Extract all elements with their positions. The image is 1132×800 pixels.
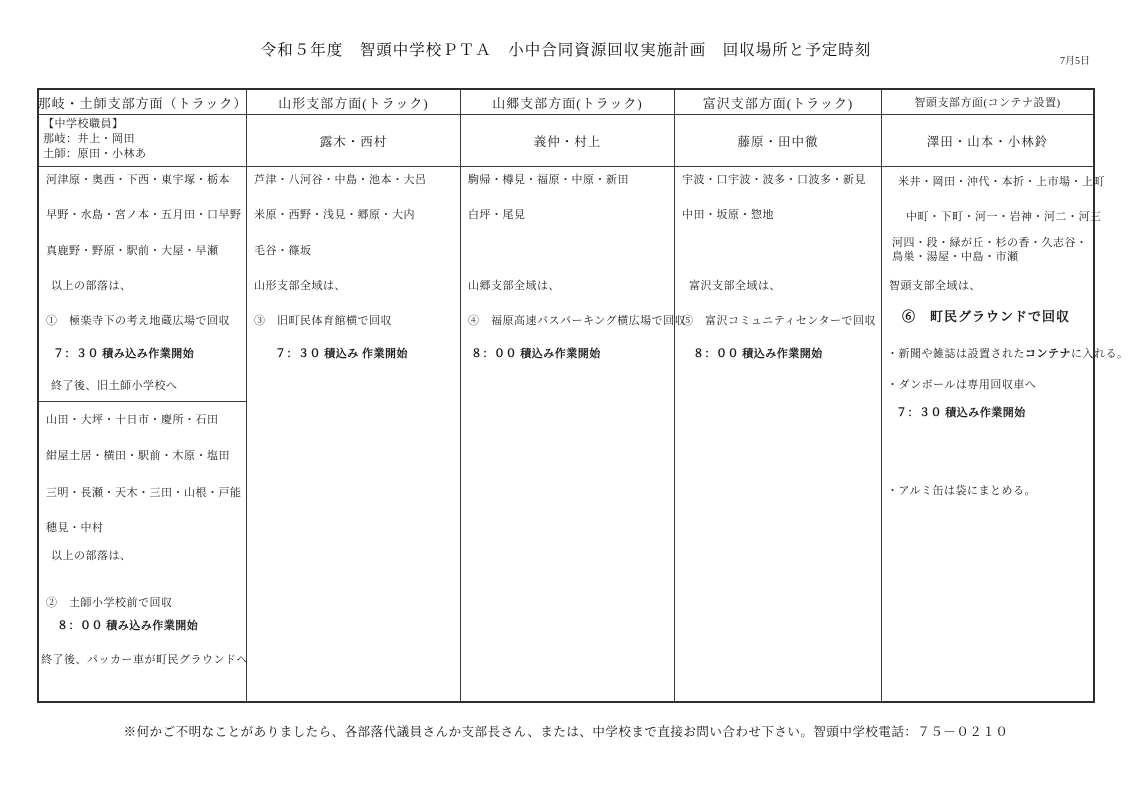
collection-site: ① 極楽寺下の考え地蔵広場で回収 bbox=[46, 315, 230, 327]
start-time: ８：００ 積込み作業開始 bbox=[693, 348, 823, 360]
rule-text: ・新聞や雑誌は設置された bbox=[887, 348, 1025, 360]
rule-text: に入れる。 bbox=[1071, 348, 1129, 360]
collection-site: ② 土師小学校前で回収 bbox=[46, 597, 173, 609]
date-label: 7月5日 bbox=[1060, 56, 1090, 67]
staff-haji: 土師：原田・小林あ bbox=[43, 148, 147, 160]
rule-text-bold: コンテナ bbox=[1025, 348, 1071, 360]
note-line: 以上の部落は、 bbox=[51, 280, 132, 292]
collection-site: ⑥ 町民グラウンドで回収 bbox=[902, 309, 1071, 324]
note-line: 富沢支部全域は、 bbox=[689, 280, 781, 292]
staff-cell-chizu: 澤田・山本・小林鈴 bbox=[882, 115, 1093, 167]
village-list: 中町・下町・河一・岩神・河二・河三 bbox=[906, 211, 1102, 223]
village-list: 宇波・口宇波・波多・口波多・新見 bbox=[682, 174, 866, 186]
village-list: 鳥巣・湯屋・中島・市瀬 bbox=[892, 251, 1019, 263]
body-cell-nagi-haji bbox=[39, 167, 247, 701]
village-list: 穂見・中村 bbox=[46, 522, 104, 534]
column-header-tomizawa: 富沢支部方面(トラック) bbox=[675, 90, 882, 115]
note-line: 智頭支部全域は、 bbox=[889, 280, 981, 292]
start-time: ８：００ 積み込み作業開始 bbox=[57, 620, 199, 632]
footer-note: ※何かご不明なことがありましたら、各部落代議員さんか支部長さん、または、中学校まで直接お問い合わせ下さい。智頭中学校電話：７５－０２１０ bbox=[123, 725, 1009, 739]
start-time: ８：００ 積込み作業開始 bbox=[471, 348, 601, 360]
village-list: 米井・岡田・沖代・本折・上市場・上町 bbox=[898, 176, 1105, 188]
column-header-chizu: 智頭支部方面(コンテナ設置) bbox=[882, 90, 1093, 115]
staff-cell-sango: 義仲・村上 bbox=[461, 115, 675, 167]
body-cell-sango bbox=[461, 167, 687, 701]
note-line: 以上の部落は、 bbox=[51, 550, 132, 562]
staff-heading: 【中学校職員】 bbox=[43, 118, 124, 130]
column-header-yamagata: 山形支部方面(トラック) bbox=[247, 90, 461, 115]
village-list: 紺屋土居・横田・駅前・木原・塩田 bbox=[46, 450, 230, 462]
village-list: 白坪・尾見 bbox=[468, 209, 526, 221]
village-list: 真鹿野・野原・駅前・大屋・早瀬 bbox=[46, 245, 219, 257]
collection-site: ⑤ 富沢コミュニティセンターで回収 bbox=[682, 315, 876, 327]
village-list: 毛谷・篠坂 bbox=[254, 245, 312, 257]
body-cell-tomizawa bbox=[675, 167, 882, 701]
body-cell-chizu bbox=[882, 167, 1129, 701]
staff-cell-nagi-haji bbox=[39, 115, 247, 167]
village-list: 河津原・奥西・下西・東宇塚・栃本 bbox=[46, 174, 230, 186]
collection-site: ④ 福原高速バスパーキング横広場で回収 bbox=[468, 315, 687, 327]
haji-section bbox=[39, 402, 246, 701]
schedule-table bbox=[37, 88, 1129, 703]
collection-site: ③ 旧町民体育館横で回収 bbox=[254, 315, 392, 327]
village-list: 三明・長瀬・天木・三田・山根・戸能 bbox=[46, 487, 242, 499]
village-list: 駒帰・樽見・福原・中原・新田 bbox=[468, 174, 629, 186]
body-cell-yamagata bbox=[247, 167, 461, 701]
staff-nagi: 那岐：井上・岡田 bbox=[43, 133, 135, 145]
start-time: ７：３０ 積込み 作業開始 bbox=[275, 348, 408, 360]
nagi-section bbox=[39, 167, 246, 402]
village-list: 早野・水島・宮ノ本・五月田・口早野 bbox=[46, 209, 242, 221]
column-header-sango: 山郷支部方面(トラック) bbox=[461, 90, 675, 115]
village-list: 米原・西野・浅見・郷原・大内 bbox=[254, 209, 415, 221]
page-title: 令和５年度 智頭中学校ＰＴＡ 小中合同資源回収実施計画 回収場所と予定時刻 bbox=[260, 42, 872, 59]
note-line: 山郷支部全域は、 bbox=[468, 280, 560, 292]
column-header-nagi-haji: 那岐・土師支部方面（トラック） bbox=[39, 90, 247, 115]
village-list: 河四・段・緑が丘・杉の香・久志谷・ bbox=[892, 237, 1088, 249]
village-list: 芦津・八河谷・中島・池本・大呂 bbox=[254, 174, 427, 186]
after-note: 終了後、旧土師小学校へ bbox=[51, 380, 178, 392]
note-line: 山形支部全域は、 bbox=[254, 280, 346, 292]
staff-cell-yamagata: 露木・西村 bbox=[247, 115, 461, 167]
village-list: 山田・大坪・十日市・慶所・石田 bbox=[46, 414, 219, 426]
rule-aluminum: ・アルミ缶は袋にまとめる。 bbox=[887, 485, 1037, 497]
village-list: 中田・坂原・惣地 bbox=[682, 209, 774, 221]
rule-cardboard: ・ダンボールは専用回収車へ bbox=[887, 379, 1037, 391]
staff-cell-tomizawa: 藤原・田中徹 bbox=[675, 115, 882, 167]
after-note: 終了後、パッカー車が町民グラウンドへ bbox=[41, 654, 248, 666]
start-time: ７：３０ 積込み作業開始 bbox=[896, 407, 1026, 419]
rule-newspaper bbox=[887, 348, 1129, 361]
start-time: ７：３０ 積み込み作業開始 bbox=[53, 348, 195, 360]
